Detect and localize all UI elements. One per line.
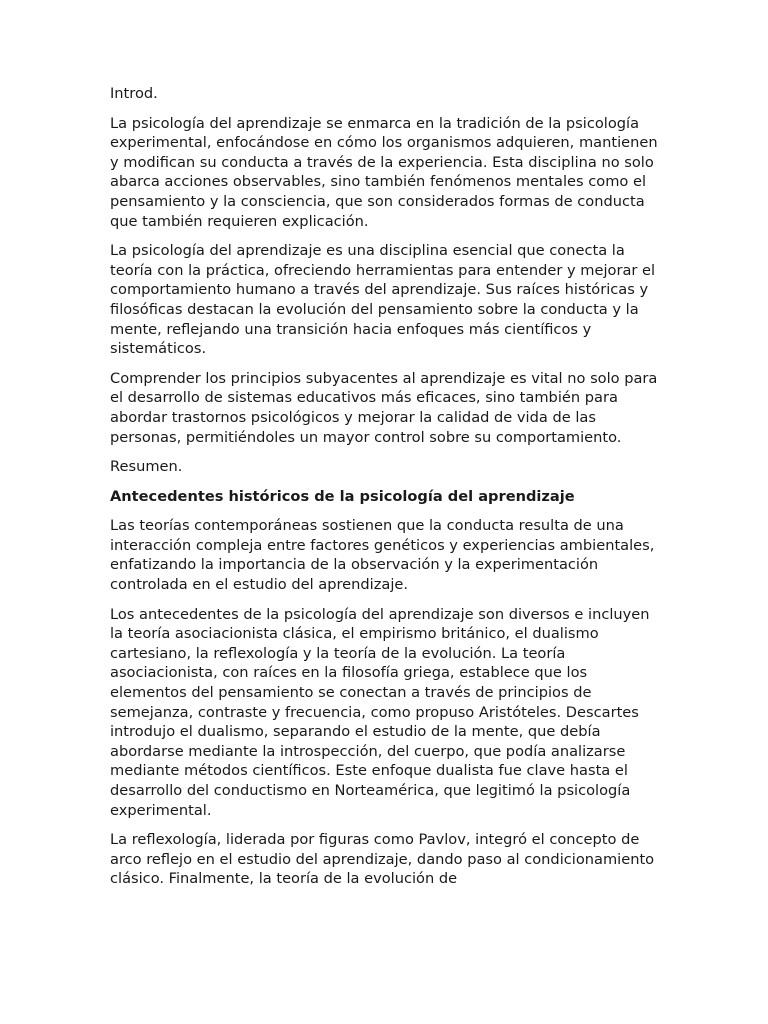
document-body (110, 84, 662, 899)
section-paragraph-2: Los antecedentes de la psicología del aprendizaje son diversos e incluyen la teoría asociacionista clásica, el empirismo británico, el dualismo cartesiano, la reflexología y la teoría de la evolución. La teoría asociacionista, con raíces en la filosofía griega, establece que los elementos del pensamiento se conectan a través de principios de semejanza, contraste y frecuencia, como propuso Aristóteles. Descartes introdujo el dualismo, separando el estudio de la mente, que debía abordarse mediante la introspección, del cuerpo, que podía analizarse mediante métodos científicos. Este enfoque dualista fue clave hasta el desarrollo del conductismo en Norteamérica, que legitimó la psicología experimental. (110, 605, 650, 819)
intro-paragraph-1: La psicología del aprendizaje se enmarca en la tradición de la psicología experimental, enfocándose en cómo los organismos adquieren, mantienen y modifican su conducta a través de la experiencia. Esta disciplina no solo abarca acciones observables, sino también fenómenos mentales como el pensamiento y la consciencia, que son considerados formas de conducta que también requieren explicación. (110, 114, 658, 230)
intro-paragraph-2: La psicología del aprendizaje es una disciplina esencial que conecta la teoría con la práctica, ofreciendo herramientas para entender y mejorar el comportamiento humano a través del aprendizaje. Sus raíces históricas y filosóficas destacan la evolución del pensamiento sobre la conducta y la mente, reflejando una transición hacia enfoques más científicos y sistemáticos. (110, 242, 656, 358)
summary-label: Resumen. (110, 458, 183, 476)
intro-label: Introd. (110, 85, 158, 102)
section-paragraph-1: Las teorías contemporáneas sostienen que la conducta resulta de una interacción compleja entre factores genéticos y experiencias ambientales, enfatizando la importancia de la observación y la experimentación controlada en el estudio del aprendizaje. (110, 517, 655, 594)
intro-paragraph-3: Comprender los principios subyacentes al aprendizaje es vital no solo para el desarrollo de sistemas educativos más eficaces, sino también para abordar trastornos psicológicos y mejorar la calidad de vida de las personas, permitiéndoles un mayor control sobre su comportamiento. (110, 369, 658, 446)
section-heading: Antecedentes históricos de la psicología del aprendizaje (110, 487, 575, 505)
section-paragraph-3: La reflexología, liderada por figuras como Pavlov, integró el concepto de arco reflejo en el estudio del aprendizaje, dando paso al condicionamiento clásico. Finalmente, la teoría de la evolución de (110, 831, 655, 888)
